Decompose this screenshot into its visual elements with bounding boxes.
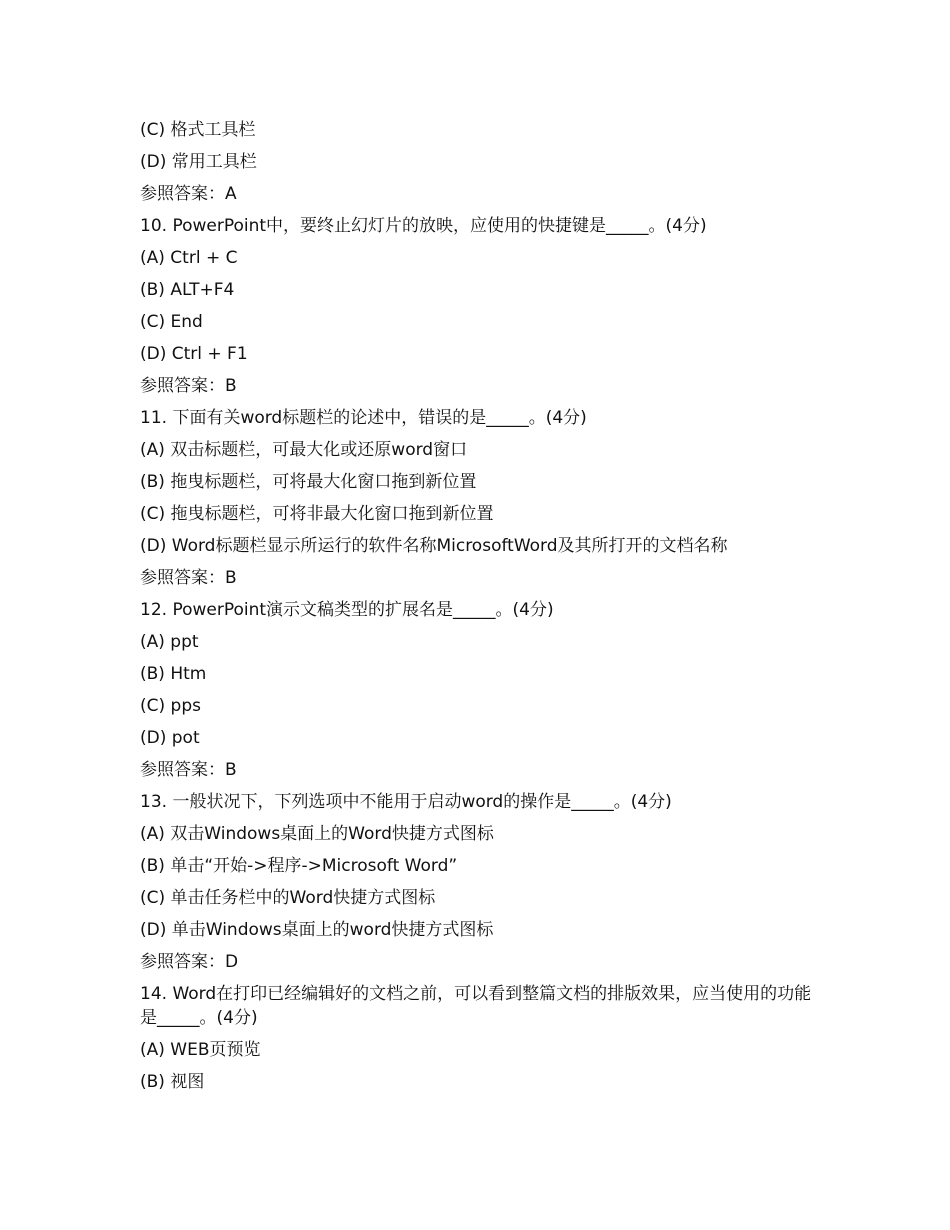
option-line: (A) 双击Windows桌面上的Word快捷方式图标: [140, 824, 494, 844]
option-line: (B) ALT+F4: [140, 280, 235, 300]
option-line: (A) ppt: [140, 632, 199, 652]
option-line: (B) 单击“开始->程序->Microsoft Word”: [140, 856, 458, 876]
option-line: (D) 常用工具栏: [140, 152, 257, 172]
option-line: (D) 单击Windows桌面上的word快捷方式图标: [140, 920, 494, 940]
question-10: 10. PowerPoint中，要终止幻灯片的放映，应使用的快捷键是_____。(4分): [140, 216, 707, 236]
option-line: (D) Word标题栏显示所运行的软件名称MicrosoftWord及其所打开的文档名称: [140, 536, 728, 556]
option-line: (C) 格式工具栏: [140, 120, 256, 140]
option-line: (A) WEB页预览: [140, 1040, 261, 1060]
option-line: (C) End: [140, 312, 203, 332]
question-11: 11. 下面有关word标题栏的论述中，错误的是_____。(4分): [140, 408, 587, 428]
option-line: (C) 单击任务栏中的Word快捷方式图标: [140, 888, 436, 908]
option-line: (C) 拖曳标题栏，可将非最大化窗口拖到新位置: [140, 504, 494, 524]
option-line: (A) 双击标题栏，可最大化或还原word窗口: [140, 440, 468, 460]
question-12: 12. PowerPoint演示文稿类型的扩展名是_____。(4分): [140, 600, 554, 620]
answer-line: 参照答案：B: [140, 568, 237, 588]
option-line: (B) Htm: [140, 664, 207, 684]
question-14: 14. Word在打印已经编辑好的文档之前，可以看到整篇文档的排版效果，应当使用的功能是_____。(4分): [140, 984, 812, 1028]
question-13: 13. 一般状况下，下列选项中不能用于启动word的操作是_____。(4分): [140, 792, 672, 812]
answer-line: 参照答案：A: [140, 184, 237, 204]
answer-line: 参照答案：B: [140, 760, 237, 780]
option-line: (A) Ctrl + C: [140, 248, 238, 268]
option-line: (B) 拖曳标题栏，可将最大化窗口拖到新位置: [140, 472, 477, 492]
answer-line: 参照答案：B: [140, 376, 237, 396]
option-line: (D) pot: [140, 728, 200, 748]
option-line: (C) pps: [140, 696, 201, 716]
option-line: (D) Ctrl + F1: [140, 344, 248, 364]
answer-line: 参照答案：D: [140, 952, 239, 972]
option-line: (B) 视图: [140, 1072, 205, 1092]
